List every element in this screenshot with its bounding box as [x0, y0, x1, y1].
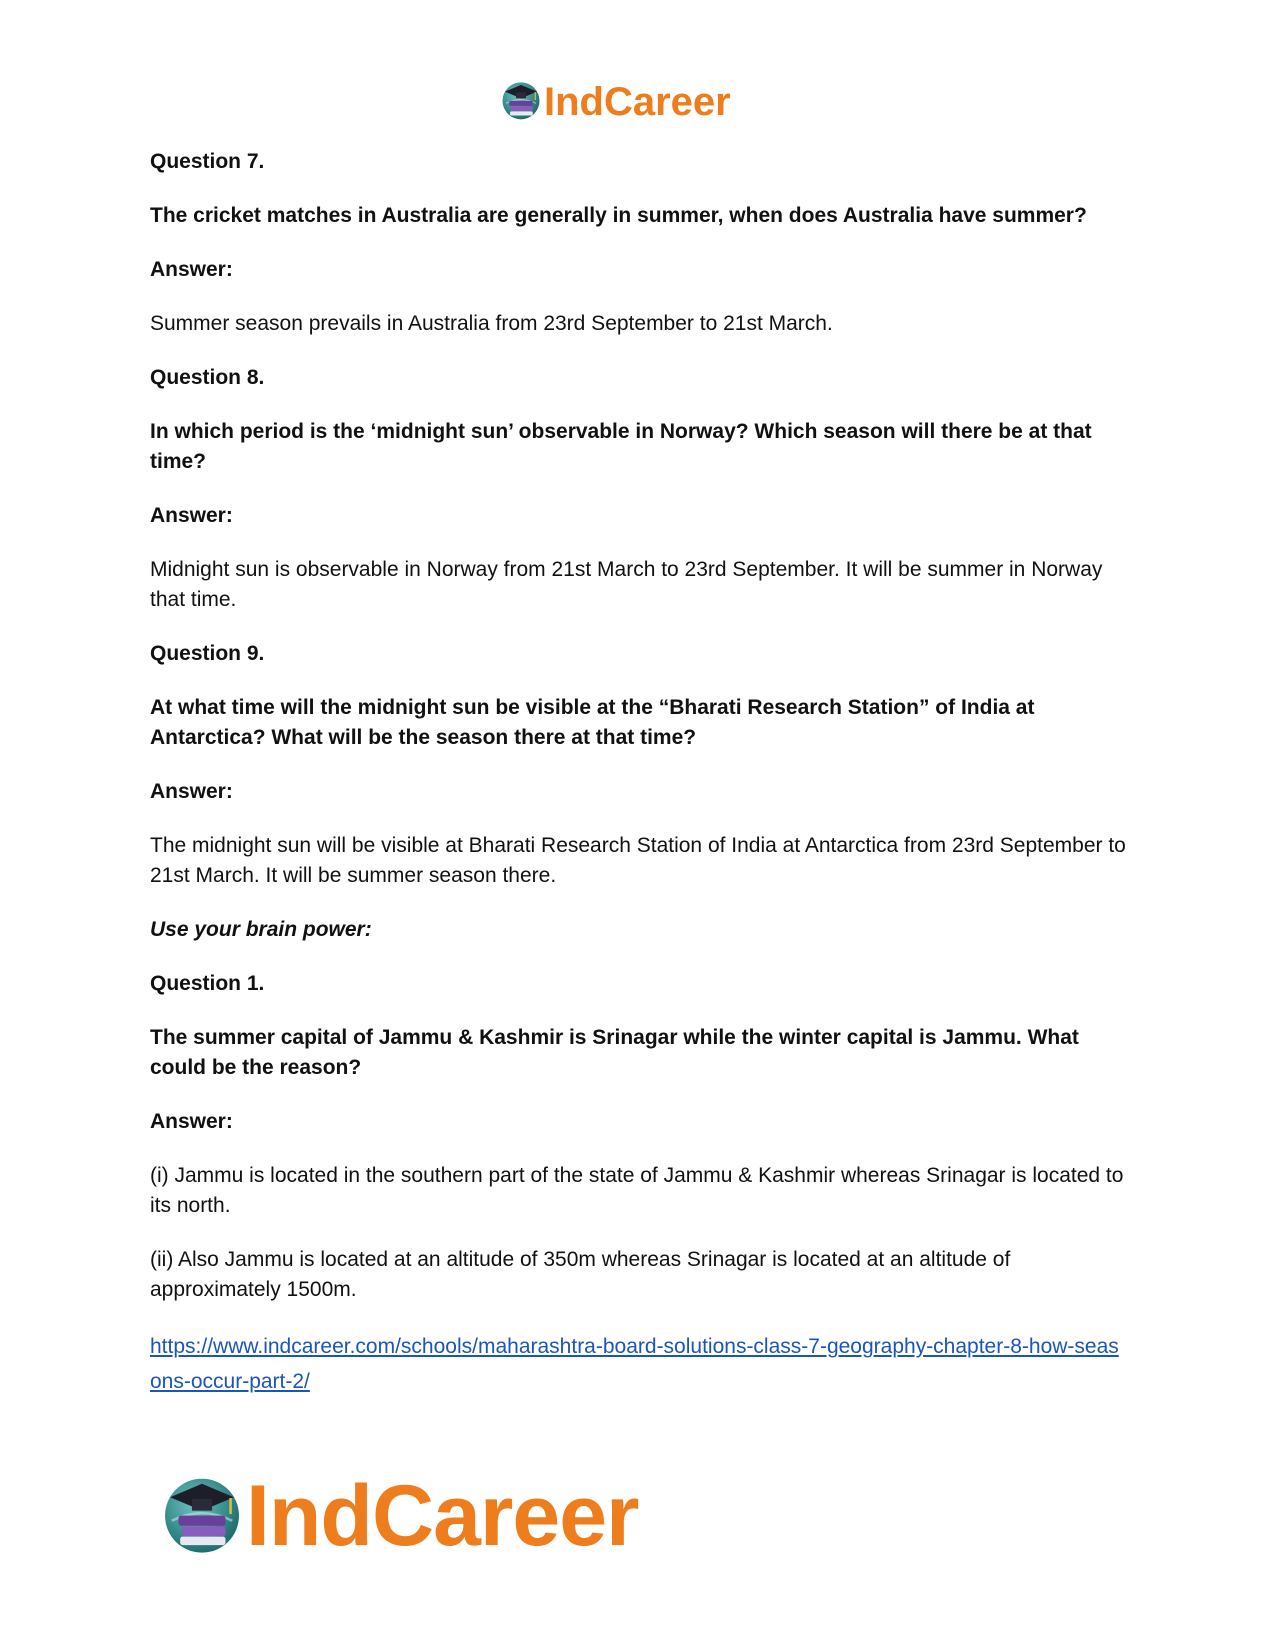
question-text: The cricket matches in Australia are generally in summer, when does Australia have summer? [150, 204, 1087, 227]
question-text: The summer capital of Jammu & Kashmir is Srinagar while the winter capital is Jammu. What could be the reason? [150, 1026, 1079, 1079]
section-heading: Use your brain power: [150, 918, 372, 941]
header-logo [500, 78, 731, 126]
answer-label: Answer: [150, 780, 233, 803]
source-link[interactable]: https://www.indcareer.com/schools/maharashtra-board-solutions-class-7-geography-chapter-8-how-seasons-occur-part-2/ [150, 1335, 1119, 1393]
graduation-cap-books-globe-icon [500, 79, 542, 126]
answer-text: Summer season prevails in Australia from 23rd September to 21st March. [150, 312, 833, 335]
answer-label: Answer: [150, 504, 233, 527]
question-number: Question 1. [150, 972, 265, 995]
footer-logo [160, 1468, 639, 1564]
logo-wordmark: IndCareer [544, 80, 731, 124]
answer-text: (i) Jammu is located in the southern part of the state of Jammu & Kashmir whereas Srinagar is located to its north. [150, 1164, 1124, 1217]
question-text: At what time will the midnight sun be visible at the “Bharati Research Station” of India at Antarctica? What will be the season there at that time? [150, 696, 1035, 749]
answer-label: Answer: [150, 1110, 233, 1133]
question-number: Question 8. [150, 366, 265, 389]
answer-text: (ii) Also Jammu is located at an altitude of 350m whereas Srinagar is located at an altitude of approximately 1500m. [150, 1248, 1011, 1301]
graduation-cap-books-globe-icon [160, 1472, 244, 1561]
question-number: Question 9. [150, 642, 265, 665]
answer-label: Answer: [150, 258, 233, 281]
document-body [150, 147, 1140, 1399]
question-number: Question 7. [150, 150, 265, 173]
answer-text: Midnight sun is observable in Norway from 21st March to 23rd September. It will be summer in Norway that time. [150, 558, 1103, 611]
answer-text: The midnight sun will be visible at Bharati Research Station of India at Antarctica from 23rd September to 21st March. It will be summer season there. [150, 834, 1126, 887]
logo-wordmark: IndCareer [246, 1468, 639, 1564]
question-text: In which period is the ‘midnight sun’ observable in Norway? Which season will there be at that time? [150, 420, 1092, 473]
